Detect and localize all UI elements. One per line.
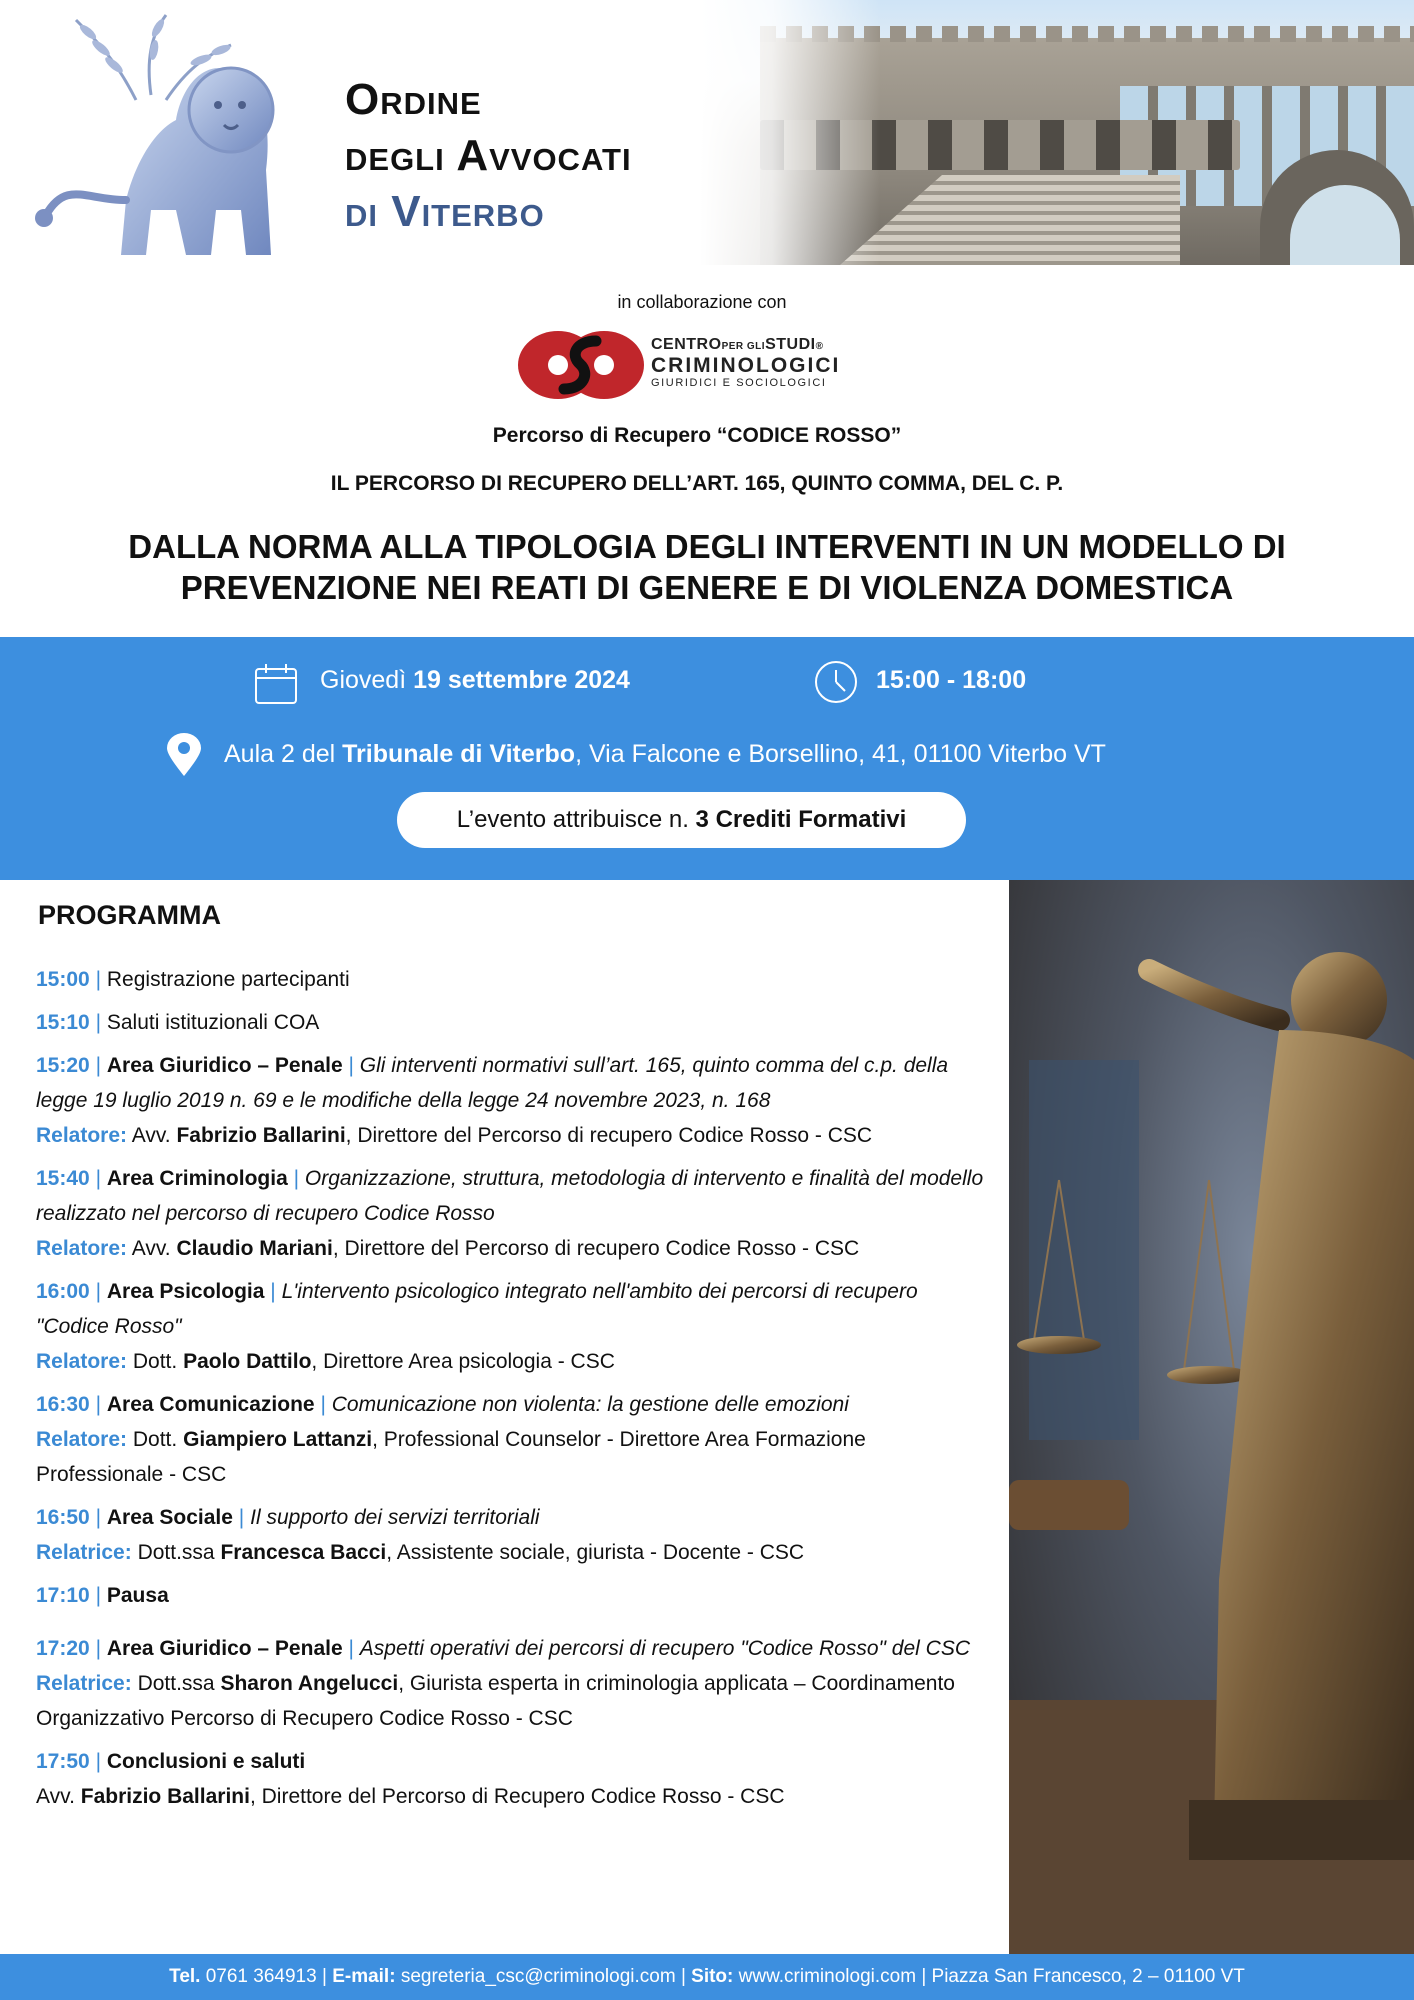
separator: |	[95, 1054, 102, 1077]
program-item	[36, 1578, 996, 1613]
item-topic: L'intervento psicologico integrato nell'ambito dei percorsi di recupero "Codice Rosso"	[36, 1280, 918, 1338]
speaker-role: Relatrice:	[36, 1541, 132, 1564]
item-time: 16:50	[36, 1506, 90, 1529]
calendar-icon	[254, 663, 298, 705]
separator: |	[95, 1167, 102, 1190]
speaker-title: Dott.	[132, 1428, 178, 1451]
logo-giuridici: GIURIDICI E SOCIOLOGICI	[651, 377, 827, 389]
phone-number: 0761 364913	[205, 1966, 317, 1987]
logo-criminologici: CRIMINOLOGICI	[651, 354, 841, 377]
separator: |	[95, 1506, 102, 1529]
lion-emblem-icon	[26, 10, 336, 260]
logo-per-gli: PER GLI	[721, 341, 766, 352]
logo-registered: ®	[815, 341, 824, 352]
separator: |	[95, 1393, 102, 1416]
separator: |	[348, 1637, 354, 1660]
speaker-role: Relatore:	[36, 1350, 128, 1373]
separator: |	[293, 1167, 300, 1190]
csc-logo	[518, 327, 848, 402]
speaker-title: Avv.	[131, 1237, 171, 1260]
program-item	[36, 1048, 996, 1153]
program-item	[36, 962, 996, 997]
speaker-name: Francesca Bacci	[220, 1541, 387, 1564]
credits-prefix: L’evento attribuisce n.	[456, 806, 696, 833]
separator: |	[95, 1011, 102, 1034]
item-text: Saluti istituzionali COA	[106, 1011, 320, 1034]
speaker-desc: , Direttore Area psicologia - CSC	[311, 1350, 615, 1373]
separator: |	[95, 1750, 102, 1773]
course-name: Percorso di Recupero “CODICE ROSSO”	[492, 424, 902, 447]
program-item	[36, 1631, 996, 1736]
program-item	[36, 1274, 996, 1379]
speaker-title: Dott.ssa	[137, 1541, 215, 1564]
separator: |	[270, 1280, 276, 1303]
email-label: E-mail:	[332, 1966, 396, 1987]
header-banner	[0, 0, 1414, 265]
credits-value: 3 Crediti Formativi	[695, 806, 907, 833]
item-time: 16:00	[36, 1280, 90, 1303]
lady-justice-image	[1009, 880, 1414, 1954]
speaker-desc: , Assistente sociale, giurista - Docente - CSC	[386, 1541, 805, 1564]
lady-justice-figure-icon	[1009, 880, 1414, 1954]
footer-divider: |	[321, 1966, 327, 1987]
org-line-3: di Viterbo	[345, 187, 545, 236]
speaker-role: Relatore:	[36, 1237, 128, 1260]
site-label: Sito:	[691, 1966, 734, 1987]
collaboration-text: in collaborazione con	[617, 292, 787, 312]
speaker-role: Relatrice:	[36, 1672, 132, 1695]
speaker-desc: , Direttore del Percorso di recupero Codice Rosso - CSC	[345, 1124, 873, 1147]
item-time: 17:10	[36, 1584, 90, 1607]
org-line-2: degli Avvocati	[345, 131, 632, 180]
org-name	[345, 75, 632, 236]
event-date-value: 19 settembre 2024	[413, 666, 630, 694]
org-line-1: Ordine	[345, 75, 482, 124]
speaker-desc: , Professional Counselor - Direttore Area Formazione Professionale - CSC	[36, 1428, 866, 1486]
separator: |	[95, 1280, 102, 1303]
event-date	[320, 666, 630, 695]
email-link[interactable]: segreteria_csc@criminologi.com	[400, 1966, 676, 1987]
speaker-title: Dott.ssa	[137, 1672, 215, 1695]
logo-centro: CENTRO	[651, 336, 722, 353]
tel-label: Tel.	[169, 1966, 201, 1987]
item-area: Area Giuridico – Penale	[106, 1637, 343, 1660]
separator: |	[95, 968, 102, 991]
clock-icon	[814, 660, 858, 704]
event-location	[224, 740, 1106, 769]
item-topic: Organizzazione, struttura, metodologia di intervento e finalità del modello realizzato nel percorso di recupero Codice Rosso	[36, 1167, 984, 1225]
item-topic: Il supporto dei servizi territoriali	[250, 1506, 540, 1529]
item-time: 15:20	[36, 1054, 90, 1077]
program-list	[36, 962, 996, 1822]
footer-divider: |	[921, 1966, 927, 1987]
item-area: Area Sociale	[106, 1506, 233, 1529]
speaker-title: Dott.	[132, 1350, 178, 1373]
item-topic: Gli interventi normativi sull’art. 165, quinto comma del c.p. della legge 19 luglio 2019 n. 69 e le modifiche della legge 24 novembre 2023, n. 168	[36, 1054, 949, 1112]
separator: |	[95, 1637, 102, 1660]
speaker-name: Paolo Dattilo	[183, 1350, 312, 1373]
speaker-desc: , Direttore del Percorso di Recupero Codice Rosso - CSC	[249, 1785, 785, 1808]
program-item	[36, 1387, 996, 1492]
speaker-role: Relatore:	[36, 1124, 128, 1147]
separator: |	[95, 1584, 102, 1607]
item-text: Pausa	[106, 1584, 169, 1607]
item-text: Registrazione partecipanti	[106, 968, 350, 991]
separator: |	[238, 1506, 245, 1529]
location-address: , Via Falcone e Borsellino, 41, 01100 Viterbo VT	[575, 740, 1106, 768]
logo-studi: STUDI	[765, 336, 816, 353]
item-time: 17:20	[36, 1637, 90, 1660]
speaker-name: Claudio Mariani	[176, 1237, 333, 1260]
palace-photo	[700, 0, 1414, 265]
credits-badge	[397, 792, 966, 848]
item-time: 17:50	[36, 1750, 90, 1773]
main-title-line-2: PREVENZIONE NEI REATI DI GENERE E DI VIOLENZA DOMESTICA	[180, 569, 1234, 606]
location-pin-icon	[166, 733, 202, 777]
location-prefix: Aula 2 del	[224, 740, 343, 768]
separator: |	[320, 1393, 326, 1416]
website-link[interactable]: www.criminologi.com	[738, 1966, 917, 1987]
item-time: 15:00	[36, 968, 90, 991]
program-item	[36, 1161, 996, 1266]
item-topic: Aspetti operativi dei percorsi di recupero "Codice Rosso" del CSC	[359, 1637, 970, 1660]
item-time: 16:30	[36, 1393, 90, 1416]
contact-footer	[0, 1954, 1414, 2000]
address: Piazza San Francesco, 2 – 01100 VT	[931, 1966, 1245, 1987]
speaker-name: Fabrizio Ballarini	[80, 1785, 250, 1808]
speaker-name: Sharon Angelucci	[220, 1672, 399, 1695]
speaker-name: Fabrizio Ballarini	[176, 1124, 346, 1147]
item-time: 15:40	[36, 1167, 90, 1190]
event-day: Giovedì	[320, 666, 407, 694]
item-area: Area Giuridico – Penale	[106, 1054, 343, 1077]
csc-logo-mark-icon	[518, 331, 644, 399]
item-topic: Comunicazione non violenta: la gestione delle emozioni	[331, 1393, 849, 1416]
main-title	[40, 526, 1374, 608]
footer-divider: |	[680, 1966, 686, 1987]
program-title: PROGRAMMA	[38, 900, 221, 930]
speaker-title: Avv.	[36, 1785, 75, 1808]
speaker-title: Avv.	[131, 1124, 171, 1147]
item-area: Area Psicologia	[106, 1280, 265, 1303]
speaker-desc: , Direttore del Percorso di recupero Codice Rosso - CSC	[332, 1237, 860, 1260]
speaker-name: Giampiero Lattanzi	[183, 1428, 373, 1451]
item-area: Area Comunicazione	[106, 1393, 315, 1416]
program-item	[36, 1744, 996, 1814]
separator: |	[348, 1054, 354, 1077]
course-subtitle: IL PERCORSO DI RECUPERO DELL’ART. 165, QUINTO COMMA, DEL C. P.	[330, 472, 1064, 495]
program-item	[36, 1500, 996, 1570]
event-time: 15:00 - 18:00	[876, 666, 1027, 694]
main-title-line-1: DALLA NORMA ALLA TIPOLOGIA DEGLI INTERVENTI IN UN MODELLO DI	[128, 528, 1286, 565]
speaker-desc: , Giurista esperta in criminologia applicata – Coordinamento Organizzativo Percorso di Recupero Codice Rosso - CSC	[36, 1672, 955, 1730]
speaker-role: Relatore:	[36, 1428, 128, 1451]
item-time: 15:10	[36, 1011, 90, 1034]
item-text: Conclusioni e saluti	[106, 1750, 306, 1773]
location-venue: Tribunale di Viterbo	[342, 740, 576, 768]
item-area: Area Criminologia	[106, 1167, 288, 1190]
program-item	[36, 1005, 996, 1040]
